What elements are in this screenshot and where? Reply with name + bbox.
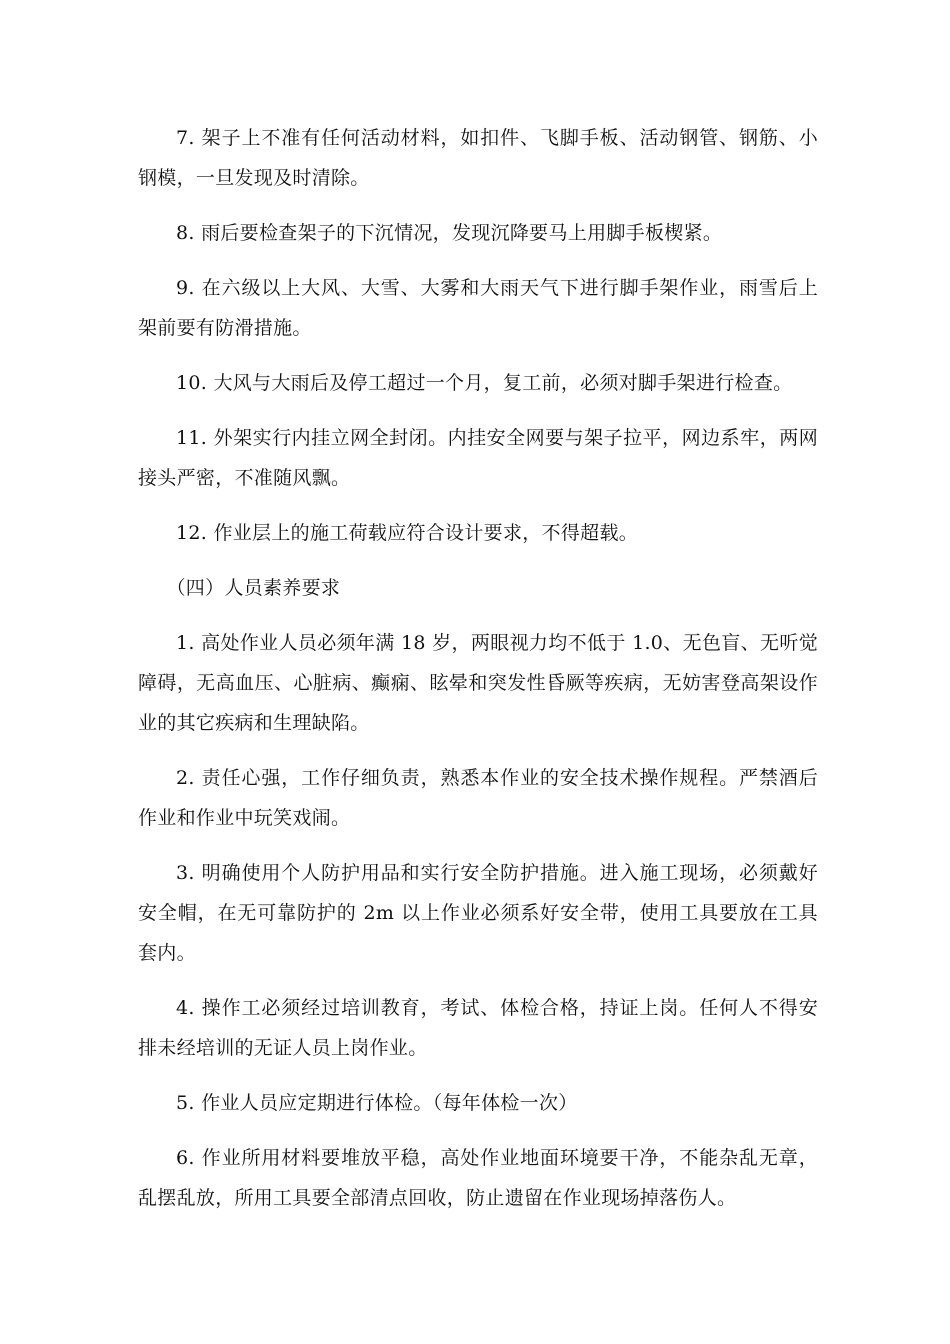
section-paragraph-6: 6. 作业所用材料要堆放平稳，高处作业地面环境要干净，不能杂乱无章，乱摆乱放，所用工具要全部清点回收，防止遗留在作业现场掉落伤人。 [138, 1147, 818, 1209]
paragraph-item-10: 10. 大风与大雨后及停工超过一个月，复工前，必须对脚手架进行检查。 [176, 372, 793, 394]
paragraph-item-7: 7. 架子上不准有任何活动材料，如扣件、飞脚手板、活动钢管、钢筋、小钢模，一旦发现及时清除。 [138, 127, 818, 189]
section-paragraph-4: 4. 操作工必须经过培训教育，考试、体检合格，持证上岗。任何人不得安排未经培训的无证人员上岗作业。 [138, 997, 818, 1059]
document-body [138, 118, 818, 1233]
paragraph-item-8: 8. 雨后要检查架子的下沉情况，发现沉降要马上用脚手板楔紧。 [176, 222, 723, 244]
section-heading: （四）人员素养要求 [166, 577, 341, 599]
section-paragraph-3: 3. 明确使用个人防护用品和实行安全防护措施。进入施工现场，必须戴好安全帽，在无可靠防护的 2m 以上作业必须系好安全带，使用工具要放在工具套内。 [138, 862, 818, 964]
paragraph-item-11: 11. 外架实行内挂立网全封闭。内挂安全网要与架子拉平，网边系牢，两网接头严密，不准随风飘。 [138, 427, 818, 489]
section-paragraph-5: 5. 作业人员应定期进行体检。（每年体检一次） [176, 1092, 578, 1114]
paragraph-item-12: 12. 作业层上的施工荷载应符合设计要求，不得超载。 [176, 522, 639, 544]
section-paragraph-1: 1. 高处作业人员必须年满 18 岁，两眼视力均不低于 1.0、无色盲、无听觉障碍，无高血压、心脏病、癫痫、眩晕和突发性昏厥等疾病，无妨害登高架设作业的其它疾病和生理缺陷。 [138, 632, 818, 734]
paragraph-item-9: 9. 在六级以上大风、大雪、大雾和大雨天气下进行脚手架作业，雨雪后上架前要有防滑措施。 [138, 277, 818, 339]
section-paragraph-2: 2. 责任心强，工作仔细负责，熟悉本作业的安全技术操作规程。严禁酒后作业和作业中玩笑戏闹。 [138, 767, 818, 829]
